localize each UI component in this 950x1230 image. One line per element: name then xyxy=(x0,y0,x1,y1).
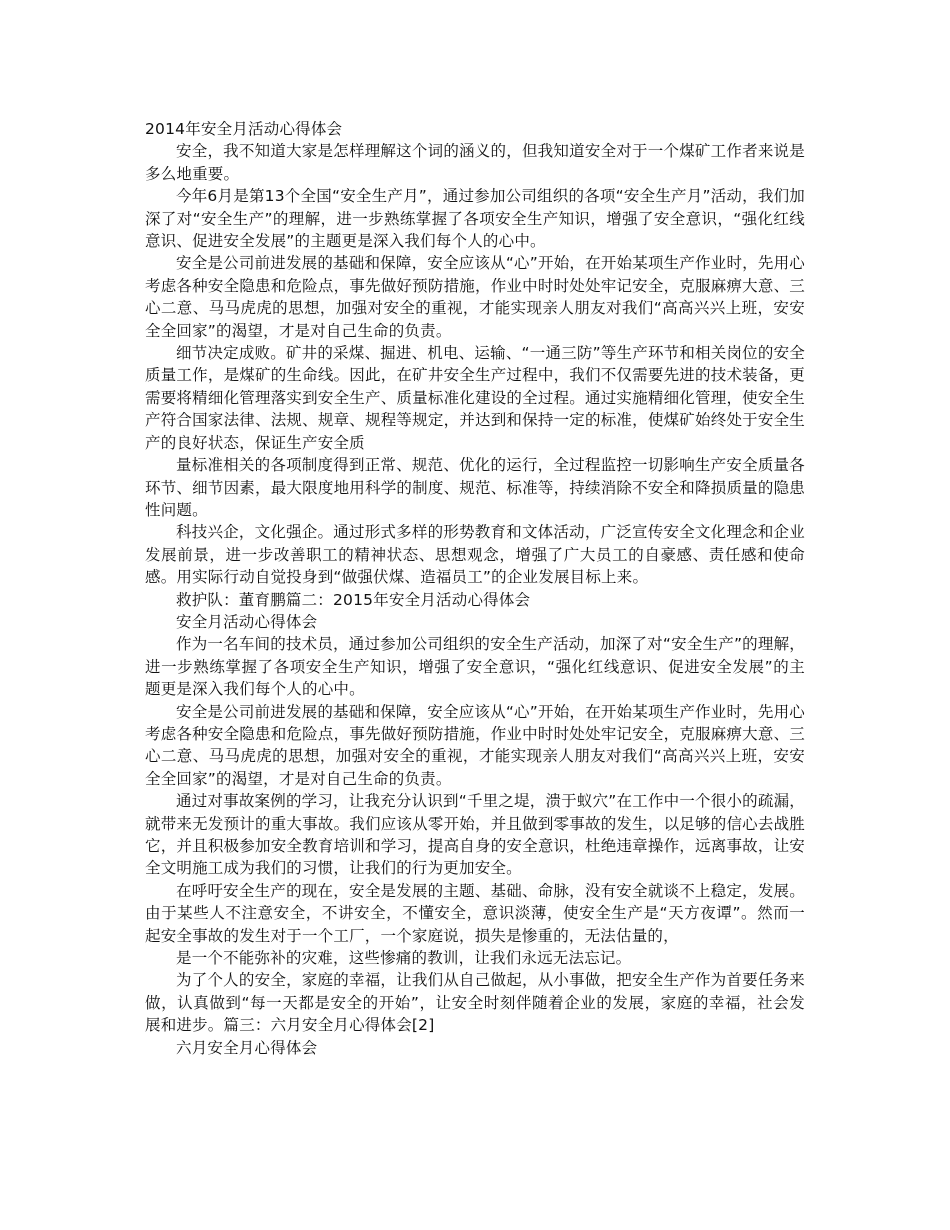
section-heading: 安全月活动心得体会 xyxy=(176,612,318,631)
paragraph: 安全是公司前进发展的基础和保障，安全应该从“心”开始，在开始某项生产作业时，先用心考虑各种安全隐患和危险点，事先做好预防措施，作业中时时处处牢记安全，克服麻痹大意、三心二意、马马虎虎的思想，加强对安全的重视，才能实现亲人朋友对我们“高高兴兴上班，安安全全回家”的渴望，才是对自己生命的负责。 xyxy=(145,254,805,340)
paragraph: 量标准相关的各项制度得到正常、规范、优化的运行，全过程监控一切影响生产安全质量各环节、细节因素，最大限度地用科学的制度、规范、标准等，持续消除不安全和降损质量的隐患性问题。 xyxy=(145,456,805,519)
section-heading: 六月安全月心得体会 xyxy=(176,1038,318,1057)
paragraph: 通过对事故案例的学习，让我充分认识到“千里之堤，溃于蚁穴”在工作中一个很小的疏漏，就带来无发预计的重大事故。我们应该从零开始，并且做到零事故的发生，以足够的信心去战胜它，并且积极参加安全教育培训和学习，提高自身的安全意识，杜绝违章操作，远离事故，让安全文明施工成为我们的习惯，让我们的行为更加安全。 xyxy=(145,792,805,878)
section-heading: 救护队：董育鹏篇二：2015年安全月活动心得体会 xyxy=(176,590,531,609)
document-title: 2014年安全月活动心得体会 xyxy=(145,120,343,138)
paragraph: 是一个不能弥补的灾难，这些惨痛的教训，让我们永远无法忘记。 xyxy=(176,949,632,968)
paragraph: 科技兴企，文化强企。通过形式多样的形势教育和文体活动，广泛宣传安全文化理念和企业发展前景，进一步改善职工的精神状态、思想观念，增强了广大员工的自豪感、责任感和使命感。用实际行动自觉投身到“做强伏煤、造福员工”的企业发展目标上来。 xyxy=(145,523,805,587)
paragraph: 安全是公司前进发展的基础和保障，安全应该从“心”开始，在开始某项生产作业时，先用心考虑各种安全隐患和危险点，事先做好预防措施，作业中时时处处牢记安全，克服麻痹大意、三心二意、马马虎虎的思想，加强对安全的重视，才能实现亲人朋友对我们“高高兴兴上班，安安全全回家”的渴望，才是对自己生命的负责。 xyxy=(145,702,805,788)
paragraph: 为了个人的安全，家庭的幸福，让我们从自己做起，从小事做，把安全生产作为首要任务来做，认真做到“每一天都是安全的开始”，让安全时刻伴随着企业的发展，家庭的幸福，社会发展和进步。篇三：六月安全月心得体会[2] xyxy=(145,971,805,1035)
paragraph: 在呼吁安全生产的现在，安全是发展的主题、基础、命脉，没有安全就谈不上稳定，发展。由于某些人不注意安全，不讲安全，不懂安全，意识淡薄，使安全生产是“天方夜谭”。然而一起安全事故的发生对于一个工厂，一个家庭说，损失是惨重的，无法估量的， xyxy=(145,881,805,945)
paragraph: 安全，我不知道大家是怎样理解这个词的涵义的，但我知道安全对于一个煤矿工作者来说是多么地重要。 xyxy=(145,142,805,183)
paragraph: 作为一名车间的技术员，通过参加公司组织的安全生产活动，加深了对“安全生产”的理解，进一步熟练掌握了各项安全生产知识，增强了安全意识，“强化红线意识、促进安全发展”的主题更是深入我们每个人的心中。 xyxy=(145,635,805,699)
document-body xyxy=(145,118,805,1059)
paragraph: 今年6月是第13个全国“安全生产月”，通过参加公司组织的各项“安全生产月”活动，我们加深了对“安全生产”的理解，进一步熟练掌握了各项安全生产知识，增强了安全意识，“强化红线意识、促进安全发展”的主题更是深入我们每个人的心中。 xyxy=(145,187,805,251)
paragraph: 细节决定成败。矿井的采煤、掘进、机电、运输、“一通三防”等生产环节和相关岗位的安全质量工作，是煤矿的生命线。因此，在矿井安全生产过程中，我们不仅需要先进的技术装备，更需要将精细化管理落实到安全生产、质量标准化建设的全过程。通过实施精细化管理，使安全生产符合国家法律、法规、规章、规程等规定，并达到和保持一定的标准，使煤矿始终处于安全生产的良好状态，保证生产安全质 xyxy=(145,344,805,452)
